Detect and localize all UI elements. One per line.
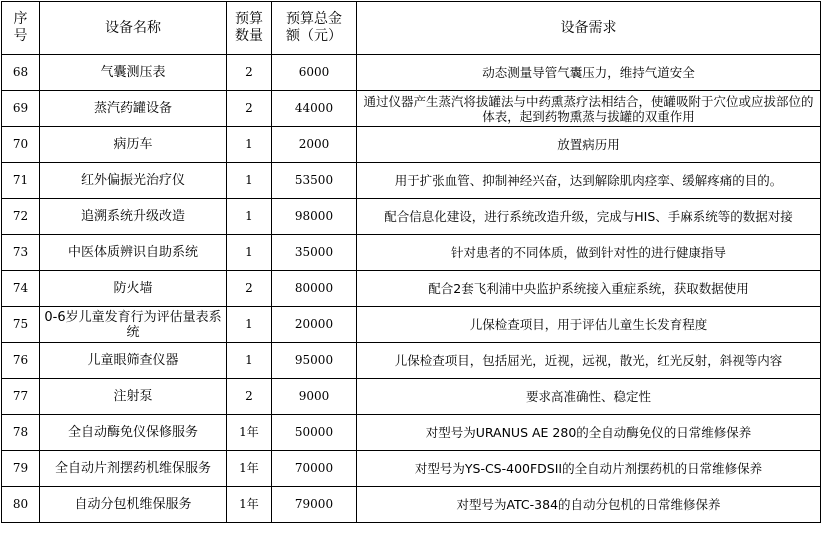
row-quantity: 1 [227,343,272,379]
row-quantity: 1 [227,307,272,343]
row-amount: 20000 [272,307,357,343]
table-row [2,415,821,451]
row-quantity: 1 [227,163,272,199]
table-row [2,235,821,271]
row-quantity: 2 [227,91,272,127]
row-name: 自动分包机维保服务 [40,487,227,523]
table-row [2,163,821,199]
row-name: 追溯系统升级改造 [40,199,227,235]
row-index: 76 [2,343,40,379]
row-name: 0-6岁儿童发育行为评估量表系统 [40,307,227,343]
row-quantity: 2 [227,55,272,91]
row-requirement: 要求高准确性、稳定性 [357,379,821,415]
row-name: 注射泵 [40,379,227,415]
row-index: 80 [2,487,40,523]
row-index: 69 [2,91,40,127]
row-name: 中医体质辨识自助系统 [40,235,227,271]
row-requirement: 对型号为YS-CS-400FDSII的全自动片剂摆药机的日常维修保养 [357,451,821,487]
row-requirement: 对型号为URANUS AE 280的全自动酶免仪的日常维修保养 [357,415,821,451]
row-index: 71 [2,163,40,199]
header-name: 设备名称 [40,2,227,55]
table-row [2,451,821,487]
row-requirement: 配合信息化建设，进行系统改造升级，完成与HIS、手麻系统等的数据对接 [357,199,821,235]
row-name: 全自动酶免仪保修服务 [40,415,227,451]
row-amount: 80000 [272,271,357,307]
row-requirement: 儿保检查项目，包括屈光，近视，远视，散光，红光反射，斜视等内容 [357,343,821,379]
row-amount: 70000 [272,451,357,487]
row-index: 79 [2,451,40,487]
table-row [2,379,821,415]
row-amount: 53500 [272,163,357,199]
header-quantity: 预算数量 [227,2,272,55]
row-quantity: 2 [227,271,272,307]
row-amount: 50000 [272,415,357,451]
row-index: 73 [2,235,40,271]
row-quantity: 1 [227,235,272,271]
row-requirement: 配合2套飞利浦中央监护系统接入重症系统，获取数据使用 [357,271,821,307]
row-index: 72 [2,199,40,235]
row-requirement: 通过仪器产生蒸汽将拔罐法与中药熏蒸疗法相结合，使罐吸附于穴位或应拔部位的体表，起到药物熏蒸与拔罐的双重作用 [357,91,821,127]
row-index: 78 [2,415,40,451]
row-requirement: 动态测量导管气囊压力，维持气道安全 [357,55,821,91]
header-row [2,2,821,55]
row-name: 全自动片剂摆药机维保服务 [40,451,227,487]
row-requirement: 儿保检查项目，用于评估儿童生长发育程度 [357,307,821,343]
row-amount: 98000 [272,199,357,235]
row-index: 75 [2,307,40,343]
table-row [2,343,821,379]
header-amount: 预算总金额（元） [272,2,357,55]
row-index: 68 [2,55,40,91]
table-row [2,127,821,163]
row-amount: 6000 [272,55,357,91]
row-index: 70 [2,127,40,163]
table-row [2,307,821,343]
header-index: 序号 [2,2,40,55]
row-quantity: 1年 [227,451,272,487]
row-requirement: 针对患者的不同体质，做到针对性的进行健康指导 [357,235,821,271]
row-requirement: 放置病历用 [357,127,821,163]
row-name: 儿童眼筛查仪器 [40,343,227,379]
row-name: 气囊测压表 [40,55,227,91]
row-quantity: 1 [227,199,272,235]
row-name: 蒸汽药罐设备 [40,91,227,127]
row-amount: 79000 [272,487,357,523]
table-row [2,487,821,523]
row-amount: 95000 [272,343,357,379]
row-quantity: 2 [227,379,272,415]
row-name: 红外偏振光治疗仪 [40,163,227,199]
row-quantity: 1 [227,127,272,163]
equipment-table [1,1,821,523]
row-requirement: 用于扩张血管、抑制神经兴奋，达到解除肌肉痉挛、缓解疼痛的目的。 [357,163,821,199]
row-name: 病历车 [40,127,227,163]
row-amount: 35000 [272,235,357,271]
table-row [2,55,821,91]
row-name: 防火墙 [40,271,227,307]
table-row [2,91,821,127]
row-index: 77 [2,379,40,415]
row-amount: 44000 [272,91,357,127]
row-amount: 9000 [272,379,357,415]
row-quantity: 1年 [227,487,272,523]
row-quantity: 1年 [227,415,272,451]
table-row [2,271,821,307]
table-row [2,199,821,235]
header-requirement: 设备需求 [357,2,821,55]
row-index: 74 [2,271,40,307]
row-amount: 2000 [272,127,357,163]
row-requirement: 对型号为ATC-384的自动分包机的日常维修保养 [357,487,821,523]
